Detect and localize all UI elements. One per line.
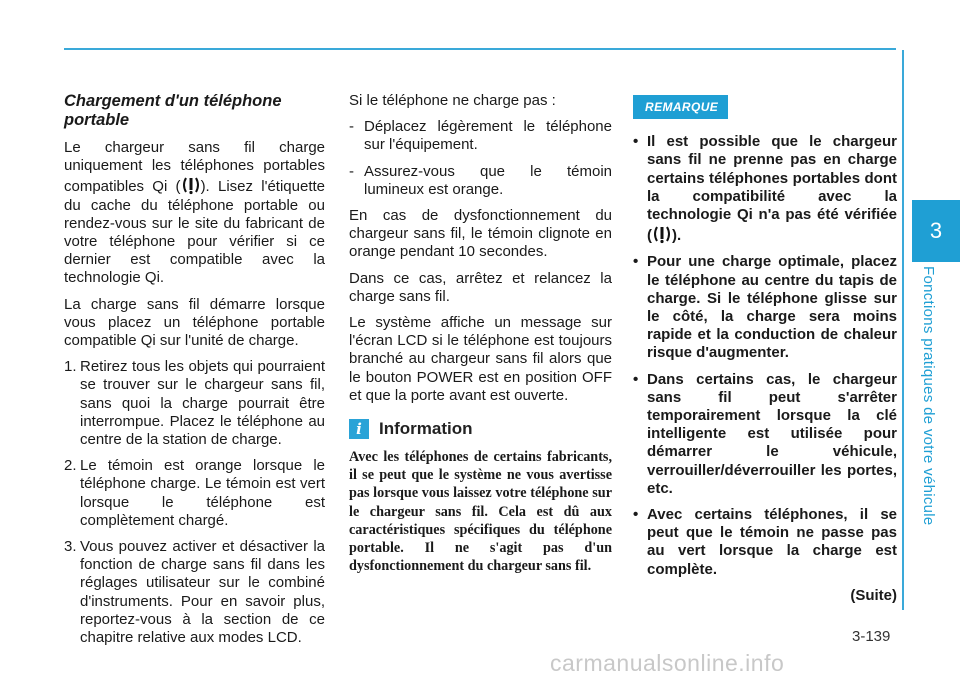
paragraph-compatibility: Le chargeur sans fil charge uniquement les téléphones portables compatibles Qi ( ). Lisez l'étiquette du cache du téléphone portable ou rendez-vous sur le site du fabricant de votre téléphone pour vérifier si ce dernier est compatible avec la technologie Qi. bbox=[64, 139, 325, 287]
continued-label: (Suite) bbox=[850, 586, 897, 604]
paragraph-lcd-message: Le système affiche un message sur l'écran LCD si le téléphone est toujours branché au chargeur sans fil alors que le bouton POWER est en position OFF et que la porte avant est ouverte. bbox=[349, 314, 612, 404]
note-bullet: • Dans certains cas, le chargeur sans fil peut s'arrêter temporairement lorsque la clé intelligente est utilisée pour démarrer le véhicule, verrouiller/déverrouiller les portes, etc. bbox=[633, 370, 897, 497]
information-header bbox=[349, 419, 612, 439]
paragraph-restart: Dans ce cas, arrêtez et relancez la charge sans fil. bbox=[349, 269, 612, 305]
note-bullet: • Pour une charge optimale, placez le téléphone au centre du tapis de charge. Si le téléphone glisse sur le côté, la charge sera moins rapide et la conduction de chaleur risque d'augmenter. bbox=[633, 253, 897, 362]
top-rule bbox=[64, 48, 896, 50]
note-bullet: • Il est possible que le chargeur sans fil ne prenne pas en charge certains téléphones portables dont la compatibilité avec la technologie Qi n'a pas été vérifiée ( ). bbox=[633, 133, 897, 245]
chapter-tab: 3 bbox=[912, 200, 960, 262]
step-item: 1. Retirez tous les objets qui pourraient se trouver sur le chargeur sans fil, sans quoi la charge pourrait être interrompue. Placez le téléphone au centre de la station de charge. bbox=[64, 358, 325, 449]
step-item: 2. Le témoin est orange lorsque le téléphone charge. Le témoin est vert lorsque le téléphone est complètement chargé. bbox=[64, 457, 325, 529]
column-2 bbox=[349, 88, 612, 575]
chapter-title-vertical bbox=[920, 266, 944, 526]
paragraph-intro: Si le téléphone ne charge pas : bbox=[349, 92, 556, 109]
paragraph-start: La charge sans fil démarre lorsque vous placez un téléphone portable compatible Qi sur l'unité de charge. bbox=[64, 295, 325, 350]
information-body: Avec les téléphones de certains fabricants, il se peut que le système ne vous avertisse pas lorsque vous laissez votre téléphone sur le chargeur sans fil. Cela est dû aux caractéristiques spécifiques du téléphone portable. Il ne s'agit pas d'un dysfonctionnement du chargeur sans fil. bbox=[349, 449, 612, 575]
information-title: Information bbox=[379, 418, 473, 438]
note-bullet: • Avec certains téléphones, il se peut que le témoin ne passe pas au vert lorsque la charge est complète. bbox=[633, 506, 897, 578]
info-icon: i bbox=[349, 419, 369, 439]
step-item: 3. Vous pouvez activer et désactiver la fonction de charge sans fil dans les réglages utilisateur sur le combiné d'instruments. Pour en savoir plus, reportez-vous à la section de ce chapitre relative aux modes LCD. bbox=[64, 538, 325, 647]
paragraph-malfunction: En cas de dysfonctionnement du chargeur sans fil, le témoin clignote en orange pendant 10 secondes. bbox=[349, 207, 612, 261]
column-1 bbox=[64, 88, 325, 655]
page-number: 3-139 bbox=[852, 628, 891, 645]
qi-wireless-icon bbox=[181, 175, 201, 195]
side-rule bbox=[902, 50, 904, 610]
section-heading: Chargement d'un téléphone portable bbox=[64, 92, 282, 129]
column-3 bbox=[633, 88, 897, 605]
dash-item: - Déplacez légèrement le téléphone sur l'équipement. bbox=[349, 118, 612, 154]
qi-wireless-icon bbox=[652, 224, 672, 244]
watermark: carmanualsonline.info bbox=[550, 650, 785, 676]
chapter-title: Fonctions pratiques de votre véhicule bbox=[920, 266, 937, 526]
remarque-badge: REMARQUE bbox=[633, 95, 728, 119]
dash-item: - Assurez-vous que le témoin lumineux est orange. bbox=[349, 162, 612, 198]
